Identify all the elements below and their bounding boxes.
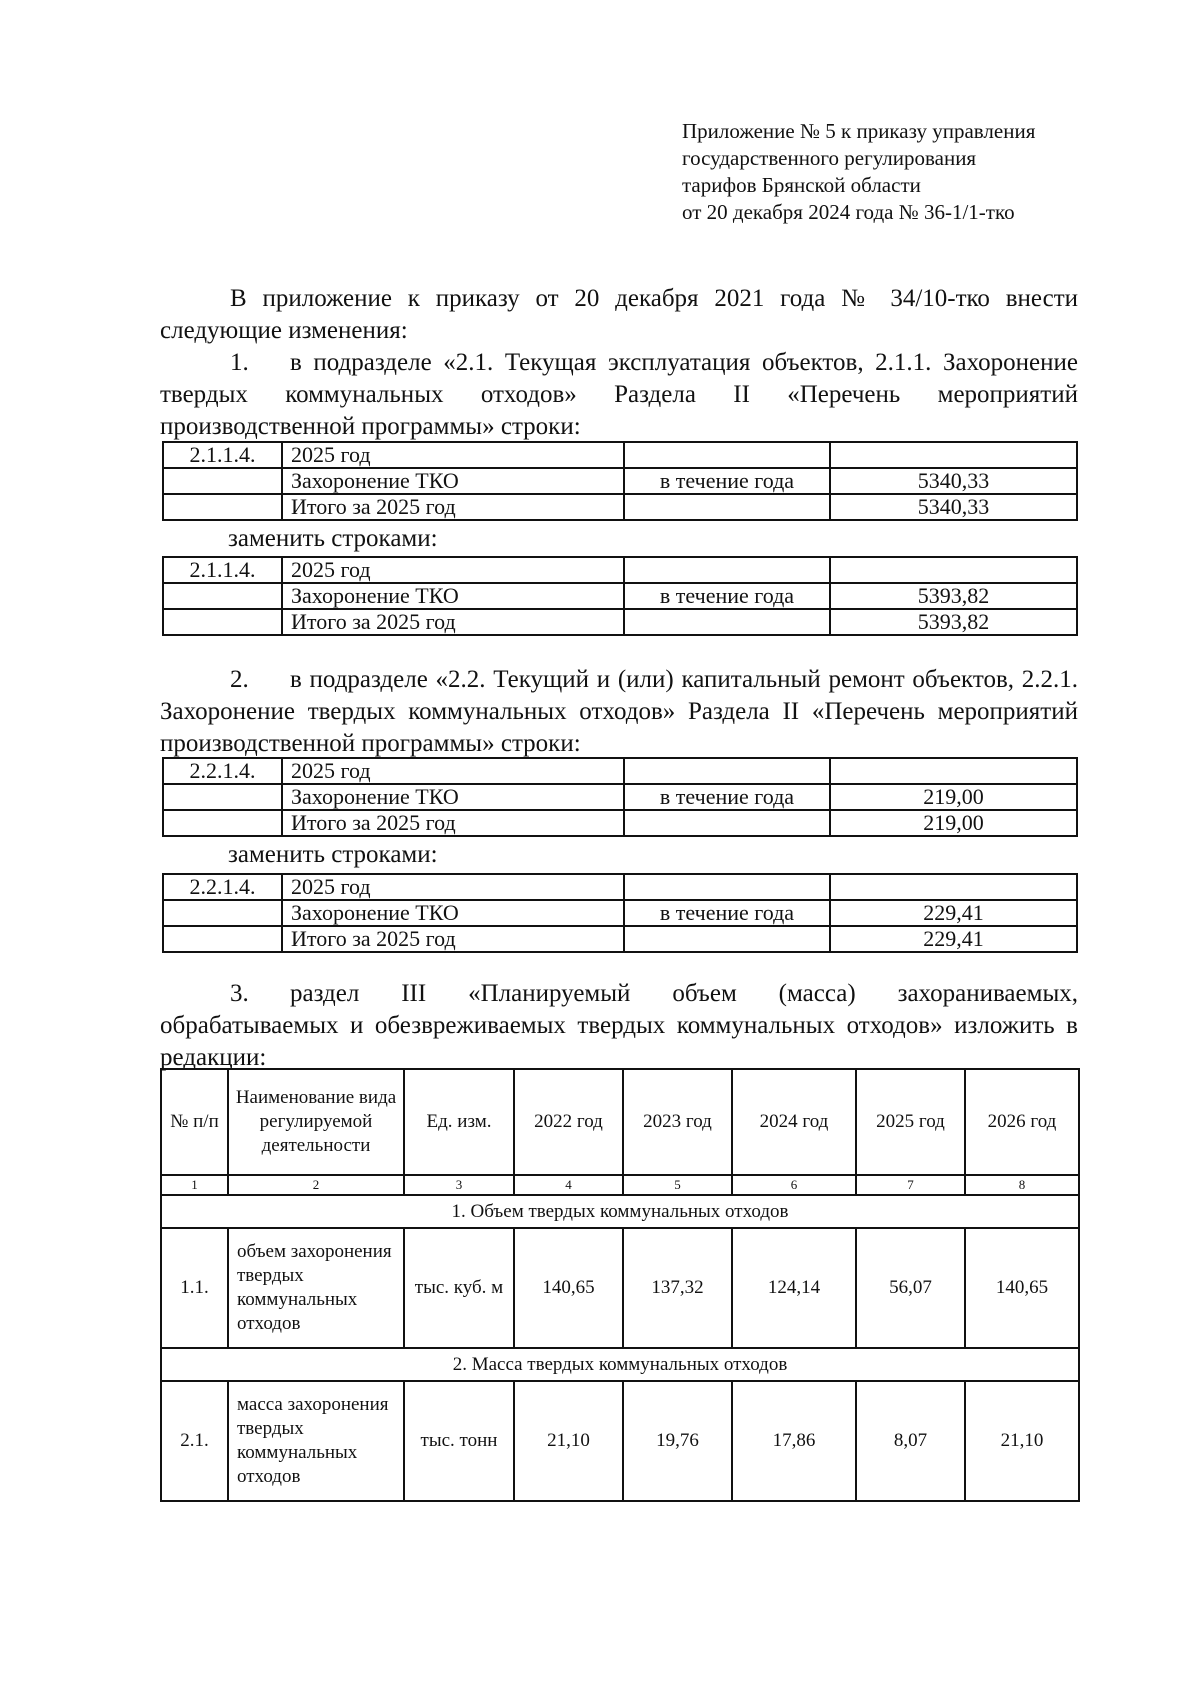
row-value: 140,65 [514,1228,623,1348]
header-cell: Ед. изм. [404,1069,514,1175]
table-row [163,874,1077,900]
header-line-2: государственного регулирования [682,146,977,170]
row-code [163,926,282,952]
row-code: 2.1.1.4. [163,442,282,468]
row-value: 19,76 [623,1381,732,1501]
row-code: 2.1.1.4. [163,557,282,583]
row-value [830,557,1077,583]
column-number: 1 [161,1175,228,1195]
column-number-row [161,1175,1079,1195]
header-line-3: тарифов Брянской области [682,173,921,197]
row-value: 229,41 [830,900,1077,926]
row-number: 1.1. [161,1228,228,1348]
row-name: 2025 год [282,442,624,468]
row-term [624,874,830,900]
row-value: 5393,82 [830,609,1077,635]
item-3-paragraph [160,978,1078,1074]
table-1-old [162,441,1078,521]
row-value: 140,65 [965,1228,1079,1348]
item-2-text: в подразделе «2.2. Текущий и (или) капитальный ремонт объектов, 2.2.1. Захоронение твердых коммунальных отходов» Раздела II «Перечень мероприятий производственной программы» строки: [160,666,1078,757]
table-row [163,494,1077,520]
item-2-number: 2. [230,666,249,693]
row-name: Итого за 2025 год [282,926,624,952]
table-row [163,442,1077,468]
row-name: Захоронение ТКО [282,583,624,609]
section-title: 2. Масса твердых коммунальных отходов [161,1348,1079,1381]
volume-mass-table [160,1068,1080,1502]
table-row [163,583,1077,609]
intro-paragraph: В приложение к приказу от 20 декабря 2021 года № 34/10-тко внести следующие изменения: [160,285,1078,344]
row-value: 5340,33 [830,494,1077,520]
row-code: 2.2.1.4. [163,758,282,784]
header-cell: 2024 год [732,1069,856,1175]
item-3-text: раздел III «Планируемый объем (масса) захораниваемых, обрабатываемых и обезвреживаемых твердых коммунальных отходов» изложить в редакции: [160,980,1078,1071]
row-code [163,494,282,520]
table-row [163,468,1077,494]
row-term [624,442,830,468]
row-unit: тыс. тонн [404,1381,514,1501]
header-cell: Наименование вида регулируемой деятельности [228,1069,404,1175]
row-value [830,874,1077,900]
appendix-header [682,118,1035,226]
row-name: 2025 год [282,874,624,900]
row-term [624,609,830,635]
table-row [163,557,1077,583]
column-number: 8 [965,1175,1079,1195]
row-term [624,810,830,836]
replace-label-2: заменить строками: [228,841,438,868]
row-value: 21,10 [965,1381,1079,1501]
row-code [163,583,282,609]
row-value [830,758,1077,784]
row-name: объем захоронения твердых коммунальных отходов [228,1228,404,1348]
row-value: 137,32 [623,1228,732,1348]
table-row [163,784,1077,810]
table-row [163,810,1077,836]
table-header-row [161,1069,1079,1175]
row-term [624,494,830,520]
header-cell: 2025 год [856,1069,965,1175]
row-code: 2.2.1.4. [163,874,282,900]
item-2-paragraph [160,664,1078,760]
table-2-old [162,757,1078,837]
row-value: 219,00 [830,810,1077,836]
table-row [163,609,1077,635]
column-number: 7 [856,1175,965,1195]
row-value: 8,07 [856,1381,965,1501]
row-value: 124,14 [732,1228,856,1348]
row-value: 219,00 [830,784,1077,810]
replace-label-1: заменить строками: [228,525,438,552]
row-name: 2025 год [282,557,624,583]
row-name: Итого за 2025 год [282,810,624,836]
item-1-paragraph [160,347,1078,443]
header-cell: 2022 год [514,1069,623,1175]
item-1-number: 1. [230,349,249,376]
header-cell: 2026 год [965,1069,1079,1175]
table-row [161,1228,1079,1348]
row-name: Итого за 2025 год [282,609,624,635]
row-name: масса захоронения твердых коммунальных отходов [228,1381,404,1501]
row-value: 17,86 [732,1381,856,1501]
column-number: 3 [404,1175,514,1195]
row-name: Итого за 2025 год [282,494,624,520]
row-name: 2025 год [282,758,624,784]
row-term [624,758,830,784]
table-row [161,1381,1079,1501]
table-row [163,926,1077,952]
row-term [624,557,830,583]
column-number: 4 [514,1175,623,1195]
item-1-text: в подразделе «2.1. Текущая эксплуатация объектов, 2.1.1. Захоронение твердых коммунальных отходов» Раздела II «Перечень мероприятий производственной программы» строки: [160,349,1078,440]
row-code [163,810,282,836]
row-value: 56,07 [856,1228,965,1348]
row-term: в течение года [624,583,830,609]
item-3-number: 3. [230,980,249,1007]
header-cell: 2023 год [623,1069,732,1175]
table-1-new [162,556,1078,636]
row-term: в течение года [624,468,830,494]
row-value: 5340,33 [830,468,1077,494]
section-row [161,1348,1079,1381]
row-term: в течение года [624,784,830,810]
row-code [163,900,282,926]
section-title: 1. Объем твердых коммунальных отходов [161,1195,1079,1228]
row-name: Захоронение ТКО [282,784,624,810]
column-number: 5 [623,1175,732,1195]
row-name: Захоронение ТКО [282,900,624,926]
row-number: 2.1. [161,1381,228,1501]
row-value: 229,41 [830,926,1077,952]
row-value: 5393,82 [830,583,1077,609]
row-code [163,468,282,494]
column-number: 6 [732,1175,856,1195]
header-cell: № п/п [161,1069,228,1175]
header-line-1: Приложение № 5 к приказу управления [682,119,1036,143]
table-2-new [162,873,1078,953]
row-value [830,442,1077,468]
row-term: в течение года [624,900,830,926]
table-row [163,900,1077,926]
column-number: 2 [228,1175,404,1195]
section-row [161,1195,1079,1228]
row-unit: тыс. куб. м [404,1228,514,1348]
row-code [163,609,282,635]
row-term [624,926,830,952]
row-name: Захоронение ТКО [282,468,624,494]
row-value: 21,10 [514,1381,623,1501]
table-row [163,758,1077,784]
header-line-4: от 20 декабря 2024 года № 36-1/1-тко [682,200,1015,224]
row-code [163,784,282,810]
